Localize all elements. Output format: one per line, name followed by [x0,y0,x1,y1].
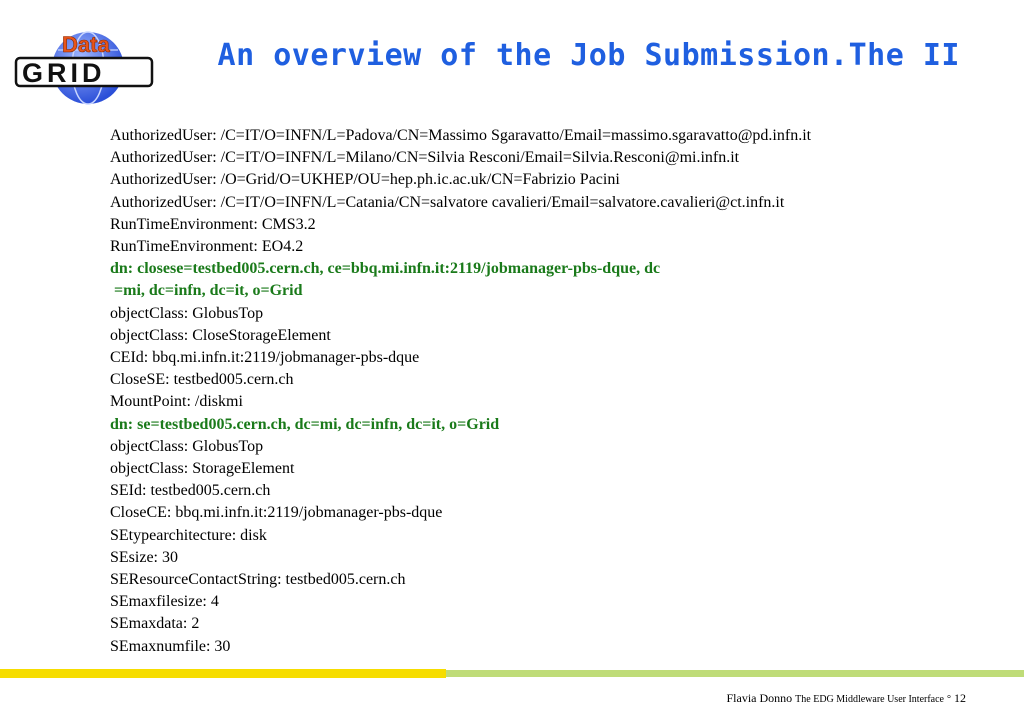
logo-word-bottom: GRID [22,58,106,88]
slide-footer [727,691,967,706]
attribute-line: RunTimeEnvironment: CMS3.2 [110,215,316,233]
footer-page-number: 12 [954,691,966,705]
attribute-line: SEtypearchitecture: disk [110,526,267,544]
attribute-line: AuthorizedUser: /C=IT/O=INFN/L=Catania/CN=salvatore cavalieri/Email=salvatore.cavalieri@ct.infn.it [110,193,785,211]
slide-title: An overview of the Job Submission.The II [217,38,960,73]
attribute-line: objectClass: GlobusTop [110,437,264,455]
footer-bar-yellow [0,669,446,678]
attribute-line: CloseSE: testbed005.cern.ch [110,371,294,389]
attribute-line: objectClass: GlobusTop [110,304,264,322]
ldif-content [110,125,990,658]
attribute-line: MountPoint: /diskmi [110,393,243,411]
footer-author: Flavia Donno [726,691,793,705]
footer-subtitle: The EDG Middleware User Interface [795,694,944,705]
attribute-line: objectClass: StorageElement [110,460,295,478]
attribute-line: SEsize: 30 [110,548,178,566]
attribute-line: RunTimeEnvironment: EO4.2 [110,238,304,256]
dn-entry-line: dn: se=testbed005.cern.ch, dc=mi, dc=infn, dc=it, o=Grid [110,415,500,433]
attribute-line: SEmaxdata: 2 [110,615,200,633]
attribute-line: SEmaxfilesize: 4 [110,593,219,611]
logo-word-top: Data [62,32,110,57]
dn-entry-line: =mi, dc=infn, dc=it, o=Grid [110,282,303,300]
attribute-line: AuthorizedUser: /O=Grid/O=UKHEP/OU=hep.ph.ic.ac.uk/CN=Fabrizio Pacini [110,171,620,189]
dn-entry-line: dn: closese=testbed005.cern.ch, ce=bbq.mi.infn.it:2119/jobmanager-pbs-dque, dc [110,260,661,278]
attribute-line: objectClass: CloseStorageElement [110,326,331,344]
attribute-line: SEId: testbed005.cern.ch [110,482,271,500]
footer-page-prefix: ° [947,694,951,705]
attribute-line: AuthorizedUser: /C=IT/O=INFN/L=Padova/CN=Massimo Sgaravatto/Email=massimo.sgaravatto@pd.infn.it [110,127,812,144]
footer-bar-green [446,670,1024,677]
attribute-line: AuthorizedUser: /C=IT/O=INFN/L=Milano/CN=Silvia Resconi/Email=Silvia.Resconi@mi.infn.it [110,149,740,167]
attribute-line: CloseCE: bbq.mi.infn.it:2119/jobmanager-pbs-dque [110,504,443,522]
attribute-line: SEResourceContactString: testbed005.cern.ch [110,571,406,589]
attribute-line: SEmaxnumfile: 30 [110,637,231,655]
datagrid-logo [14,26,159,106]
attribute-line: CEId: bbq.mi.infn.it:2119/jobmanager-pbs-dque [110,349,420,367]
